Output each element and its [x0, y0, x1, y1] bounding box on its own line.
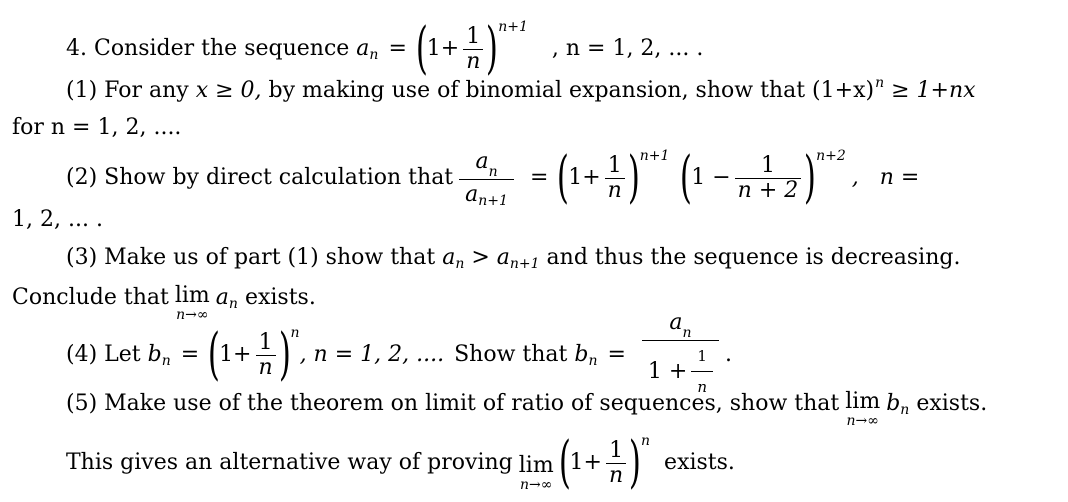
index-range: , n = 1, 2, ....: [299, 342, 445, 367]
part3-cont-a: Conclude that: [12, 285, 169, 310]
part2-cont: 1, 2, ... .: [12, 207, 103, 232]
exponent: n: [641, 433, 651, 449]
part1-text-c: ≥ 1+nx: [891, 78, 976, 103]
closing-text-b: exists.: [664, 450, 735, 475]
problem-statement: [66, 16, 704, 81]
lim-var: b: [886, 391, 901, 416]
closing-text-a: This gives an alternative way of proving: [66, 450, 513, 475]
part1-text-b: by making use of binomial expansion, show that (1+x): [268, 78, 875, 103]
lim-subscript: n→∞: [846, 413, 879, 429]
part3-sub-n1: n+1: [509, 256, 540, 272]
part3-gt-a: > a: [464, 245, 510, 270]
equals-sign: =: [388, 36, 407, 61]
a-over-one-plus-fraction: [642, 308, 719, 402]
rhs-numerator: $a_n$: [669, 310, 692, 341]
equals-sign: =: [529, 165, 549, 190]
frac-denominator: n: [463, 49, 483, 74]
fraction-1-over-n: [463, 25, 483, 74]
one-plus: 1+: [426, 36, 460, 61]
exponent: n+1: [498, 19, 528, 35]
part5-text-a: (5) Make use of the theorem on limit of ratio of sequences, show that: [66, 391, 840, 416]
exponent: n: [290, 325, 300, 341]
lim-word: lim: [518, 453, 554, 478]
part3-text-a: (3) Make us of part (1) show that: [66, 245, 436, 270]
ratio-numerator: $a_n$: [475, 148, 498, 180]
left-paren: (: [208, 322, 221, 387]
ratio-fraction: [459, 147, 514, 210]
seq-sub: n: [369, 47, 379, 63]
part3-sub-n: n: [455, 256, 465, 272]
closing-statement: [66, 432, 735, 494]
frac-numerator: 1: [609, 437, 624, 463]
lim-var: a: [215, 285, 229, 310]
left-paren: (: [415, 16, 428, 81]
lim-var-sub: n: [900, 402, 910, 418]
part-2-continuation: [12, 206, 103, 234]
part-3: [66, 244, 960, 272]
fraction-1-over-n: [605, 154, 625, 203]
part3-a: a: [442, 245, 456, 270]
ratio-denominator: a n+1: [459, 179, 514, 210]
frac-denominator: n: [605, 178, 625, 203]
frac-denominator: n: [256, 355, 276, 380]
part1-exponent: n: [875, 75, 885, 91]
part1-text-a: (1) For any: [66, 78, 189, 103]
limit-operator: [519, 454, 554, 492]
show-that: Show that: [454, 342, 568, 367]
b-sub: n: [161, 353, 171, 369]
right-paren: ): [486, 16, 499, 81]
part1-cont: for n = 1, 2, ....: [12, 115, 182, 140]
part2-tail: , n =: [851, 165, 920, 190]
fraction-1-over-n: [606, 439, 626, 488]
one-minus: 1 −: [691, 165, 731, 190]
frac-numerator: 1: [607, 152, 622, 178]
b-term: b: [147, 342, 162, 367]
part5-text-b: exists.: [916, 391, 988, 416]
fraction-1-over-n: [256, 331, 276, 380]
small-fraction: $\frac{1}{n}$: [691, 341, 713, 402]
limit-operator: [845, 390, 880, 428]
part4-text-a: (4) Let: [66, 342, 141, 367]
one-plus: 1+: [568, 165, 601, 190]
frac-numerator: 1: [760, 152, 775, 178]
equals-sign-2: =: [607, 342, 626, 367]
intro-text: 4. Consider the sequence: [66, 36, 350, 61]
part-4: [66, 310, 733, 396]
part1-condition: x ≥ 0,: [195, 78, 262, 103]
right-paren: ): [629, 430, 642, 495]
left-paren: (: [557, 145, 570, 210]
equals-sign: =: [180, 342, 200, 367]
right-paren: ): [627, 145, 640, 210]
seq-term: a: [356, 36, 370, 61]
fraction-1-over-n-plus-2: [735, 154, 802, 203]
frac-numerator: 1: [466, 23, 481, 49]
left-paren-2: (: [680, 145, 693, 210]
part-1-continuation: [12, 114, 181, 142]
lim-var-sub: n: [228, 296, 238, 312]
lim-word: lim: [174, 283, 210, 308]
period: .: [725, 342, 733, 367]
frac-denominator: n + 2: [735, 178, 802, 203]
rhs-denominator: 1 + $\frac{1}{n}$: [642, 340, 719, 402]
part-2: [66, 146, 919, 210]
lim-word: lim: [845, 389, 881, 414]
b-sub-2: n: [588, 353, 598, 369]
limit-operator: [175, 284, 210, 322]
exponent-2: n+2: [816, 148, 846, 164]
part2-text-a: (2) Show by direct calculation that: [66, 165, 454, 190]
part-5: [66, 390, 987, 430]
one-plus: 1+: [569, 450, 602, 475]
frac-denominator: n: [606, 463, 626, 488]
left-paren: (: [558, 430, 571, 495]
one-plus: 1+: [219, 342, 252, 367]
index-range: , n = 1, 2, ... .: [551, 36, 704, 61]
lim-subscript: n→∞: [176, 307, 209, 323]
part3-text-b: and thus the sequence is decreasing.: [546, 245, 961, 270]
right-paren-2: ): [804, 145, 817, 210]
part-1: [66, 77, 976, 105]
right-paren: ): [278, 322, 291, 387]
b-term-2: b: [574, 342, 589, 367]
exponent-1: n+1: [639, 148, 670, 164]
part3-cont-b: exists.: [244, 285, 316, 310]
part-3-continuation: [12, 284, 316, 324]
frac-numerator: 1: [258, 329, 273, 355]
lim-subscript: n→∞: [520, 477, 553, 493]
